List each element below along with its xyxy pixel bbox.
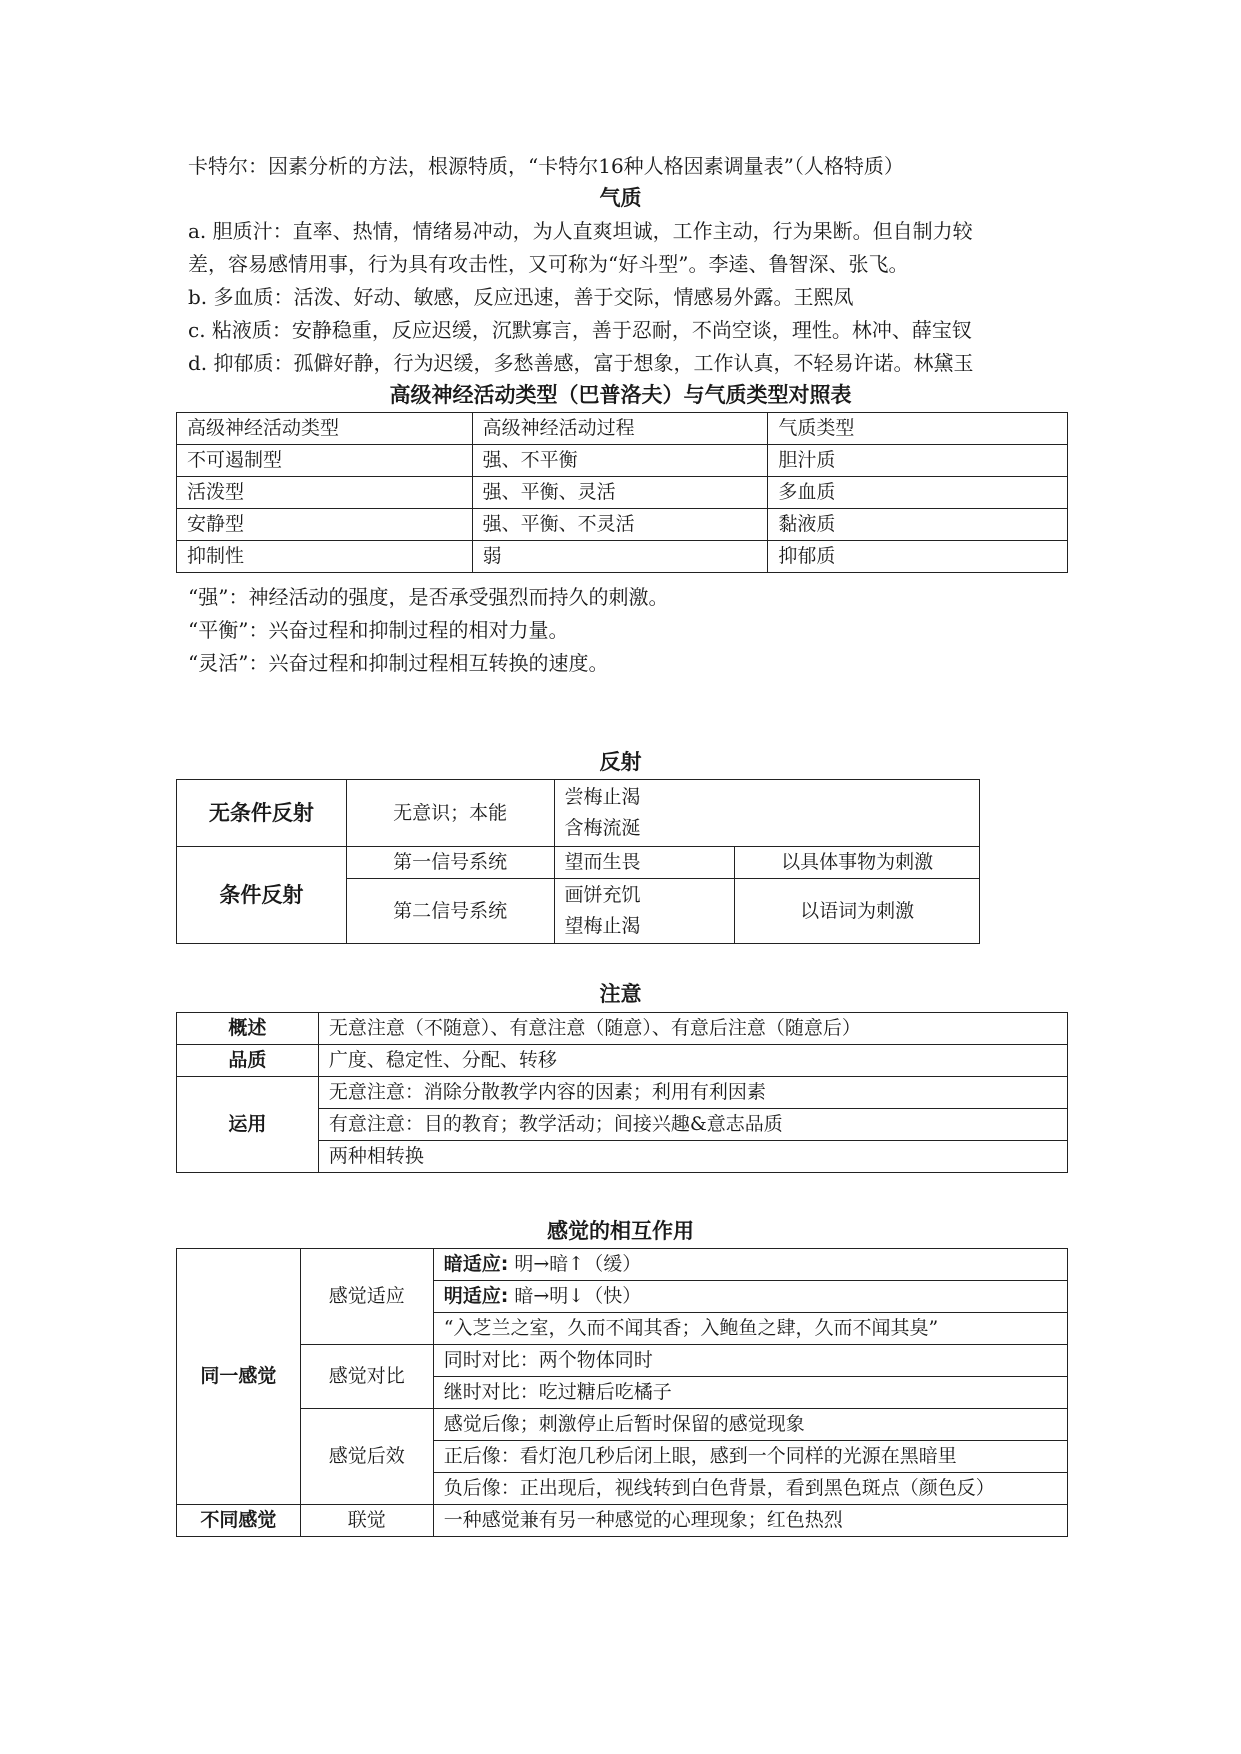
temperament-line: a. 胆质汁：直率、热情，情绪易冲动，为人直爽坦诚，工作主动，行为果断。但自制力较 [188, 219, 973, 243]
reflex-title: 反射 [599, 750, 642, 774]
attention-overview: 无意注意（不随意）、有意注意（随意）、有意后注意（随意后） [318, 1013, 1067, 1045]
table-cell: 活泼型 [177, 477, 473, 509]
attention-table [176, 1012, 1068, 1173]
contrast-item: 同时对比：两个物体同时 [433, 1345, 1067, 1377]
attention-use-label: 运用 [177, 1077, 319, 1173]
attention-use: 无意注意：消除分散教学内容的因素；利用有利因素 [318, 1077, 1067, 1109]
temperament-line: c. 粘液质：安静稳重，反应迟缓，沉默寡言，善于忍耐，不尚空谈，理性。林冲、薛宝钗 [188, 318, 972, 342]
table-cell: 强、平衡、灵活 [472, 477, 768, 509]
table-row [177, 1505, 1068, 1537]
adaptation-label: 感觉适应 [300, 1249, 433, 1345]
table-header-cell: 气质类型 [768, 413, 1068, 445]
attention-quality-label: 品质 [177, 1045, 319, 1077]
unconditioned-reflex-desc: 无意识；本能 [346, 780, 554, 847]
second-signal-system: 第二信号系统 [346, 879, 554, 944]
sensation-table [176, 1248, 1068, 1537]
reflex-example: 画饼充饥 [564, 884, 641, 906]
light-adaptation [433, 1281, 1067, 1313]
first-signal-stimulus: 以具体事物为刺激 [735, 847, 980, 879]
first-signal-system: 第一信号系统 [346, 847, 554, 879]
reflex-example: 尝梅止渴 [564, 786, 641, 808]
table-header-cell: 高级神经活动类型 [177, 413, 473, 445]
table-cell: 胆汁质 [768, 445, 1068, 477]
synesthesia-label: 联觉 [300, 1505, 433, 1537]
reflex-example: 望梅止渴 [564, 915, 641, 937]
reflex-example: 望而生畏 [554, 847, 735, 879]
afterimage-item: 负后像：正出现后，视线转到白色背景，看到黑色斑点（颜色反） [433, 1473, 1067, 1505]
table-cell: 强、不平衡 [472, 445, 768, 477]
table-row [177, 1409, 1068, 1441]
unconditioned-reflex-label: 无条件反射 [177, 780, 347, 847]
temperament-title: 气质 [599, 186, 642, 210]
different-sensation-label: 不同感觉 [177, 1505, 301, 1537]
table-row [177, 847, 980, 879]
pavlov-note: “灵活”：兴奋过程和抑制过程相互转换的速度。 [188, 651, 609, 675]
table-row [177, 477, 1068, 509]
table-cell: 不可遏制型 [177, 445, 473, 477]
table-cell: 多血质 [768, 477, 1068, 509]
attention-use: 有意注意：目的教育；教学活动；间接兴趣&意志品质 [318, 1109, 1067, 1141]
table-row [177, 1345, 1068, 1377]
table-cell: 安静型 [177, 509, 473, 541]
table-row [177, 541, 1068, 573]
table-row [177, 1045, 1068, 1077]
contrast-label: 感觉对比 [300, 1345, 433, 1409]
attention-quality: 广度、稳定性、分配、转移 [318, 1045, 1067, 1077]
table-cell: 弱 [472, 541, 768, 573]
afterimage-item: 正后像：看灯泡几秒后闭上眼，感到一个同样的光源在黑暗里 [433, 1441, 1067, 1473]
conditioned-reflex-label: 条件反射 [177, 847, 347, 944]
reflex-table [176, 779, 980, 944]
table-row [177, 445, 1068, 477]
pavlov-table-title: 高级神经活动类型（巴普洛夫）与气质类型对照表 [389, 383, 852, 407]
unconditioned-reflex-examples [554, 780, 979, 847]
adaptation-quote: “入芝兰之室，久而不闻其香；入鲍鱼之肆，久而不闻其臭” [433, 1313, 1067, 1345]
temperament-line: b. 多血质：活泼、好动、敏感，反应迅速，善于交际，情感易外露。王熙凤 [188, 285, 854, 309]
table-cell: 抑制性 [177, 541, 473, 573]
table-row [177, 780, 980, 847]
dark-adaptation-label: 暗适应: [443, 1253, 509, 1275]
pavlov-note: “强”：神经活动的强度，是否承受强烈而持久的刺激。 [188, 585, 669, 609]
pavlov-note: “平衡”：兴奋过程和抑制过程的相对力量。 [188, 618, 569, 642]
sensation-title: 感觉的相互作用 [547, 1219, 694, 1243]
afterimage-item: 感觉后像；刺激停止后暂时保留的感觉现象 [433, 1409, 1067, 1441]
light-adaptation-label: 明适应: [443, 1285, 509, 1307]
reflex-example: 含梅流涎 [564, 817, 641, 839]
light-adaptation-text: 暗→明↓（快） [514, 1285, 642, 1307]
attention-use: 两种相转换 [318, 1141, 1067, 1173]
table-row [177, 1077, 1068, 1109]
temperament-line: d. 抑郁质：孤僻好静，行为迟缓，多愁善感，富于想象，工作认真，不轻易许诺。林黛玉 [188, 351, 974, 375]
synesthesia-text: 一种感觉兼有另一种感觉的心理现象；红色热烈 [433, 1505, 1067, 1537]
dark-adaptation-text: 明→暗↑（缓） [514, 1253, 642, 1275]
table-cell: 抑郁质 [768, 541, 1068, 573]
dark-adaptation [433, 1249, 1067, 1281]
table-cell: 强、平衡、不灵活 [472, 509, 768, 541]
contrast-item: 继时对比：吃过糖后吃橘子 [433, 1377, 1067, 1409]
second-signal-examples [554, 879, 735, 944]
table-cell: 黏液质 [768, 509, 1068, 541]
attention-title: 注意 [599, 982, 642, 1006]
same-sensation-label: 同一感觉 [177, 1249, 301, 1505]
afterimage-label: 感觉后效 [300, 1409, 433, 1505]
table-header-row [177, 413, 1068, 445]
cattell-intro: 卡特尔：因素分析的方法，根源特质，“卡特尔16种人格因素调量表”（人格特质） [188, 154, 904, 178]
temperament-line: 差，容易感情用事，行为具有攻击性，又可称为“好斗型”。李逵、鲁智深、张飞。 [188, 252, 909, 276]
table-header-cell: 高级神经活动过程 [472, 413, 768, 445]
table-row [177, 1013, 1068, 1045]
table-row [177, 509, 1068, 541]
attention-overview-label: 概述 [177, 1013, 319, 1045]
second-signal-stimulus: 以语词为刺激 [735, 879, 980, 944]
table-row [177, 1249, 1068, 1281]
pavlov-table [176, 412, 1068, 573]
